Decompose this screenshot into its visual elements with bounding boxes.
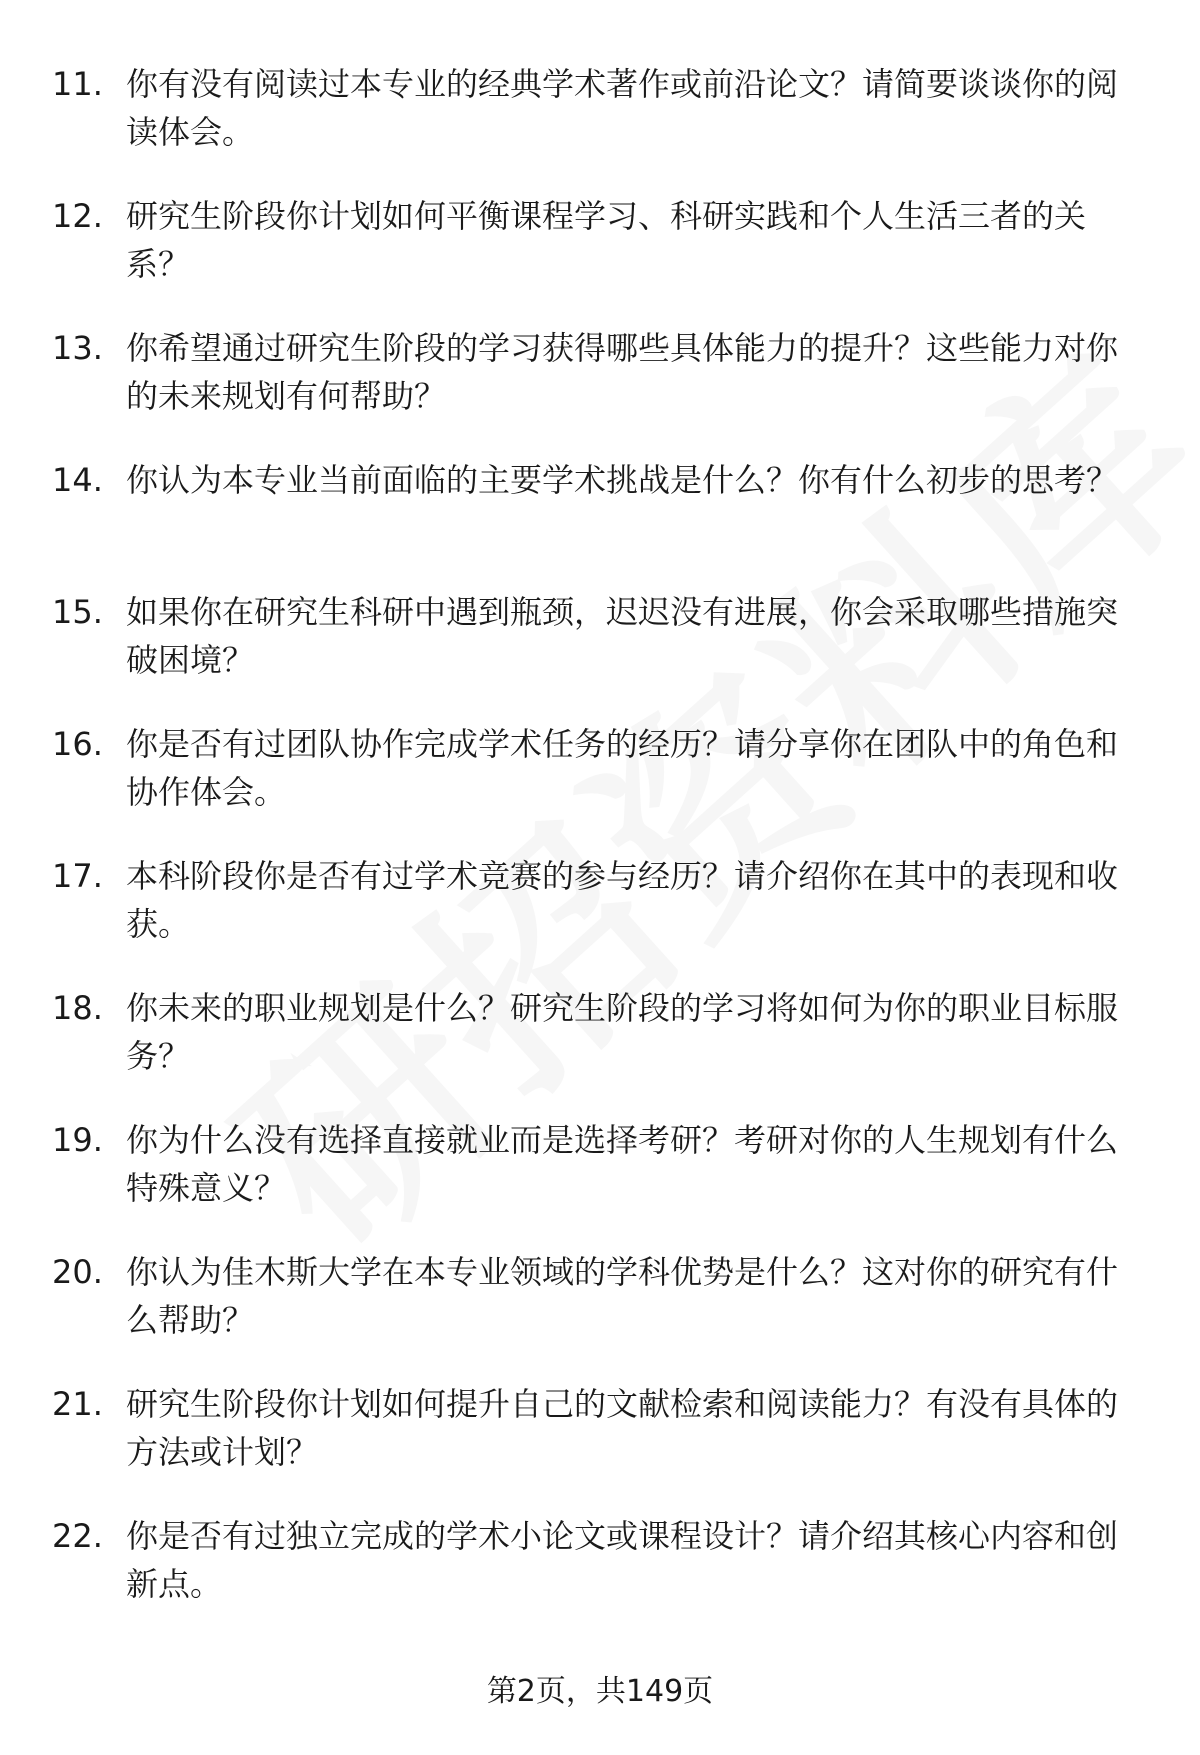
question-number: 15.	[52, 593, 103, 631]
list-item	[52, 984, 1142, 1116]
question-text: 你认为本专业当前面临的主要学术挑战是什么？你有什么初步的思考？	[126, 461, 1119, 499]
page-number: 第2页，共149页	[486, 1674, 714, 1709]
list-item	[52, 1116, 1142, 1248]
question-text: 研究生阶段你计划如何提升自己的文献检索和阅读能力？有没有具体的方法或计划？	[126, 1385, 1119, 1471]
question-text: 你认为佳木斯大学在本专业领域的学科优势是什么？这对你的研究有什么帮助？	[126, 1253, 1119, 1339]
list-item	[52, 720, 1142, 852]
list-item	[52, 60, 1142, 192]
question-number: 17.	[52, 857, 103, 895]
question-number: 14.	[52, 461, 103, 499]
question-number: 11.	[52, 65, 103, 103]
question-text: 你是否有过团队协作完成学术任务的经历？请分享你在团队中的角色和协作体会。	[126, 725, 1119, 811]
question-number: 20.	[52, 1253, 103, 1291]
list-item	[52, 588, 1142, 720]
question-text: 如果你在研究生科研中遇到瓶颈，迟迟没有进展，你会采取哪些措施突破困境？	[126, 593, 1119, 679]
question-number: 16.	[52, 725, 103, 763]
question-number: 19.	[52, 1121, 103, 1159]
list-item	[52, 1248, 1142, 1380]
question-text: 研究生阶段你计划如何平衡课程学习、科研实践和个人生活三者的关系？	[126, 197, 1087, 283]
question-list	[52, 60, 1142, 1644]
question-text: 你是否有过独立完成的学术小论文或课程设计？请介绍其核心内容和创新点。	[126, 1517, 1119, 1603]
question-number: 21.	[52, 1385, 103, 1423]
list-item	[52, 1380, 1142, 1512]
question-text: 你有没有阅读过本专业的经典学术著作或前沿论文？请简要谈谈你的阅读体会。	[126, 65, 1119, 151]
list-item	[52, 1512, 1142, 1644]
question-text: 你希望通过研究生阶段的学习获得哪些具体能力的提升？这些能力对你的未来规划有何帮助？	[126, 329, 1119, 415]
question-number: 13.	[52, 329, 103, 367]
question-number: 22.	[52, 1517, 103, 1555]
question-text: 你未来的职业规划是什么？研究生阶段的学习将如何为你的职业目标服务？	[126, 989, 1119, 1075]
list-item	[52, 852, 1142, 984]
list-item	[52, 324, 1142, 456]
question-text: 你为什么没有选择直接就业而是选择考研？考研对你的人生规划有什么特殊意义？	[126, 1121, 1119, 1207]
question-number: 12.	[52, 197, 103, 235]
question-text: 本科阶段你是否有过学术竞赛的参与经历？请介绍你在其中的表现和收获。	[126, 857, 1119, 943]
question-number: 18.	[52, 989, 103, 1027]
list-item	[52, 192, 1142, 324]
list-item	[52, 456, 1142, 588]
